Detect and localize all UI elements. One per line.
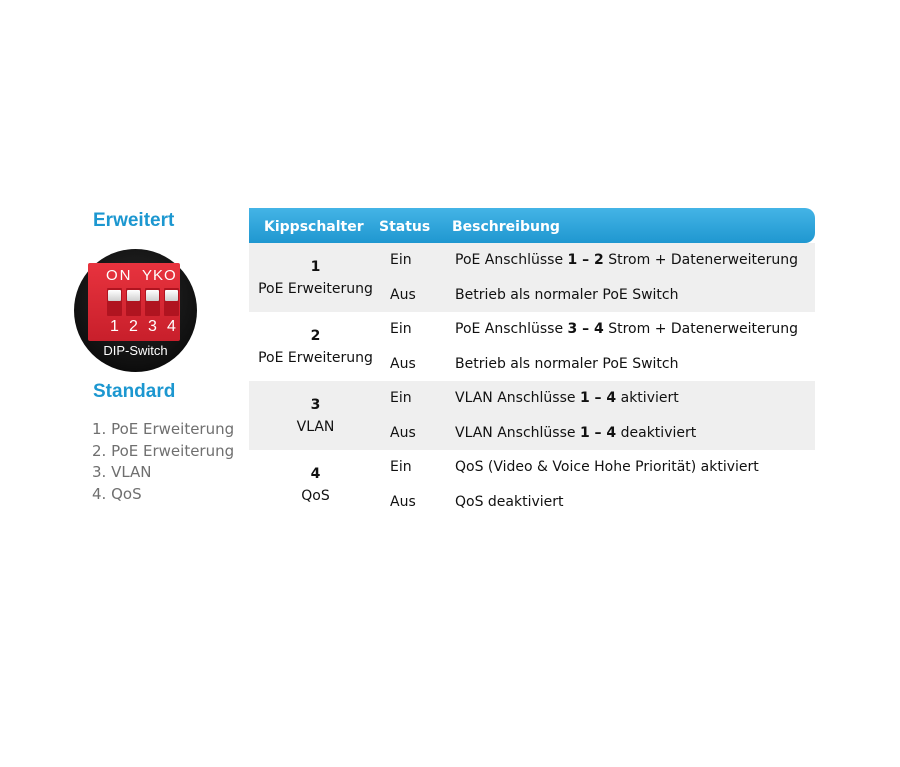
switch-name: PoE Erweiterung: [258, 350, 373, 366]
standard-heading: Standard: [93, 381, 176, 402]
switch-number: 2: [310, 328, 321, 344]
status-cell: Aus: [390, 494, 416, 510]
switch-name: VLAN: [296, 419, 335, 435]
dip-slot-3: [145, 288, 160, 316]
dip-knob-4: [165, 290, 178, 301]
description-cell: QoS (Video & Voice Hohe Priorität) aktiviert: [455, 459, 759, 475]
table-group-1: [249, 243, 815, 312]
table-row: [249, 485, 815, 519]
table-group-2: [249, 312, 815, 381]
standard-list-item: 4. QoS: [92, 484, 142, 503]
left-panel: [0, 0, 240, 767]
status-cell: Ein: [390, 459, 412, 475]
table-row: [249, 416, 815, 450]
standard-list: [92, 419, 234, 505]
status-cell: Aus: [390, 356, 416, 372]
dip-knob-2: [127, 290, 140, 301]
description-cell: PoE Anschlüsse 3 – 4 Strom + Datenerweiterung: [455, 321, 799, 337]
header-beschreibung: Beschreibung: [452, 219, 560, 235]
table-group-3: [249, 381, 815, 450]
description-cell: Betrieb als normaler PoE Switch: [455, 287, 679, 303]
dip-number-2: 2: [129, 318, 138, 335]
dip-knob-3: [146, 290, 159, 301]
dip-number-4: 4: [167, 318, 176, 335]
status-cell: Ein: [390, 252, 412, 268]
standard-list-item: 3. VLAN: [92, 463, 152, 481]
dip-slot-2: [126, 288, 141, 316]
status-cell: Aus: [390, 425, 416, 441]
switch-name: PoE Erweiterung: [258, 281, 373, 297]
table-row: [249, 243, 815, 277]
dip-yko-label: YKO: [142, 267, 177, 284]
status-cell: Ein: [390, 321, 412, 337]
dip-switch-body: [88, 263, 180, 341]
erweitert-heading: Erweitert: [93, 210, 175, 231]
description-cell: PoE Anschlüsse 1 – 2 Strom + Datenerweiterung: [455, 252, 799, 268]
table-row: [249, 450, 815, 484]
dip-number-1: 1: [110, 318, 119, 335]
dip-switch-image: [74, 249, 197, 372]
header-status: Status: [379, 219, 431, 235]
header-kippschalter: Kippschalter: [264, 219, 364, 235]
dip-switch-table: [249, 208, 815, 519]
table-row: [249, 312, 815, 346]
switch-number: 3: [310, 397, 321, 413]
dip-slot-4: [164, 288, 179, 316]
description-cell: VLAN Anschlüsse 1 – 4 aktiviert: [455, 390, 679, 406]
dip-switch-caption: DIP-Switch: [103, 343, 168, 358]
dip-on-label: ON: [106, 267, 133, 284]
dip-number-3: 3: [148, 318, 157, 335]
standard-list-item: 1. PoE Erweiterung: [92, 420, 235, 438]
description-cell: VLAN Anschlüsse 1 – 4 deaktiviert: [455, 425, 697, 441]
table-row: [249, 381, 815, 415]
table-group-4: [249, 450, 815, 519]
status-cell: Ein: [390, 390, 412, 406]
table-header: [249, 208, 815, 243]
switch-name: QoS: [301, 488, 330, 504]
switch-number: 4: [310, 466, 321, 482]
description-cell: QoS deaktiviert: [455, 494, 564, 510]
table-row: [249, 347, 815, 381]
description-cell: Betrieb als normaler PoE Switch: [455, 356, 679, 372]
dip-slot-1: [107, 288, 122, 316]
standard-list-item: 2. PoE Erweiterung: [92, 441, 235, 460]
switch-number: 1: [310, 259, 321, 275]
status-cell: Aus: [390, 287, 416, 303]
table-row: [249, 278, 815, 312]
dip-knob-1: [108, 290, 121, 301]
